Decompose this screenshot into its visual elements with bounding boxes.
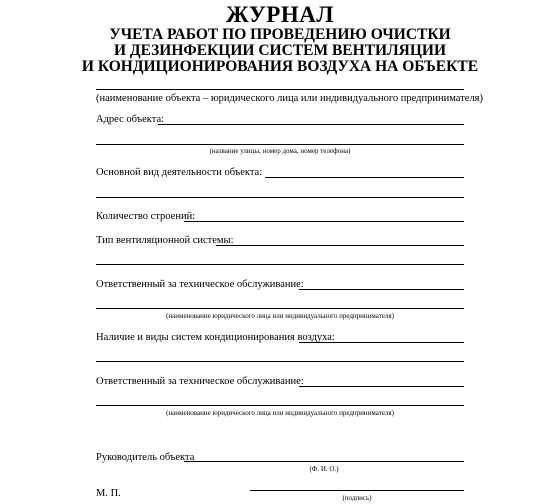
object-name-line[interactable] — [96, 89, 464, 90]
journal-subtitle-line-3: И КОНДИЦИОНИРОВАНИЯ ВОЗДУХА НА ОБЪЕКТЕ — [81, 58, 479, 75]
responsible-maintenance-label-2: Ответственный за техническое обслуживание: — [96, 376, 304, 387]
buildings-count-line[interactable] — [184, 221, 464, 222]
head-name-line[interactable] — [184, 461, 464, 462]
responsible-maintenance-line-2b[interactable] — [96, 405, 464, 406]
ventilation-type-line-2[interactable] — [96, 264, 464, 265]
head-label: Руководитель объекта — [96, 452, 195, 463]
journal-subtitle-line-2: И ДЕЗИНФЕКЦИИ СИСТЕМ ВЕНТИЛЯЦИИ — [113, 42, 447, 59]
stamp-label: М. П. — [96, 488, 121, 499]
address-line-1[interactable] — [158, 124, 464, 125]
buildings-count-label: Количество строений: — [96, 211, 196, 222]
ac-systems-line-1[interactable] — [299, 342, 464, 343]
responsible-maintenance-line-1b[interactable] — [96, 308, 464, 309]
head-name-caption: (Ф. И. О.) — [309, 465, 339, 473]
responsible-maintenance-line-2a[interactable] — [299, 386, 464, 387]
main-activity-line-2[interactable] — [96, 197, 464, 198]
responsible-maintenance-label-1: Ответственный за техническое обслуживание: — [96, 279, 304, 290]
signature-line[interactable] — [250, 490, 464, 491]
signature-caption: (подпись) — [342, 494, 372, 502]
object-name-caption: (наименование объекта – юридического лица или индивидуального предпринимателя) — [96, 93, 484, 104]
address-label: Адрес объекта: — [96, 114, 165, 125]
journal-subtitle-line-1: УЧЕТА РАБОТ ПО ПРОВЕДЕНИЮ ОЧИСТКИ — [109, 26, 451, 43]
journal-title: ЖУРНАЛ — [226, 2, 334, 27]
responsible-caption-1: (наименование юридического лица или индивидуального предпринимателя) — [166, 312, 394, 320]
responsible-caption-2: (наименование юридического лица или индивидуального предпринимателя) — [166, 409, 394, 417]
ventilation-type-line-1[interactable] — [216, 245, 464, 246]
ventilation-type-label: Тип вентиляционной системы: — [96, 235, 234, 246]
responsible-maintenance-line-1a[interactable] — [299, 289, 464, 290]
address-caption: (название улицы, номер дома, номер телефона) — [209, 147, 351, 155]
ac-systems-label: Наличие и виды систем кондиционирования воздуха: — [96, 332, 335, 343]
main-activity-line-1[interactable] — [265, 177, 464, 178]
address-line-2[interactable] — [96, 144, 464, 145]
ac-systems-line-2[interactable] — [96, 361, 464, 362]
main-activity-label: Основной вид деятельности объекта: — [96, 167, 263, 178]
